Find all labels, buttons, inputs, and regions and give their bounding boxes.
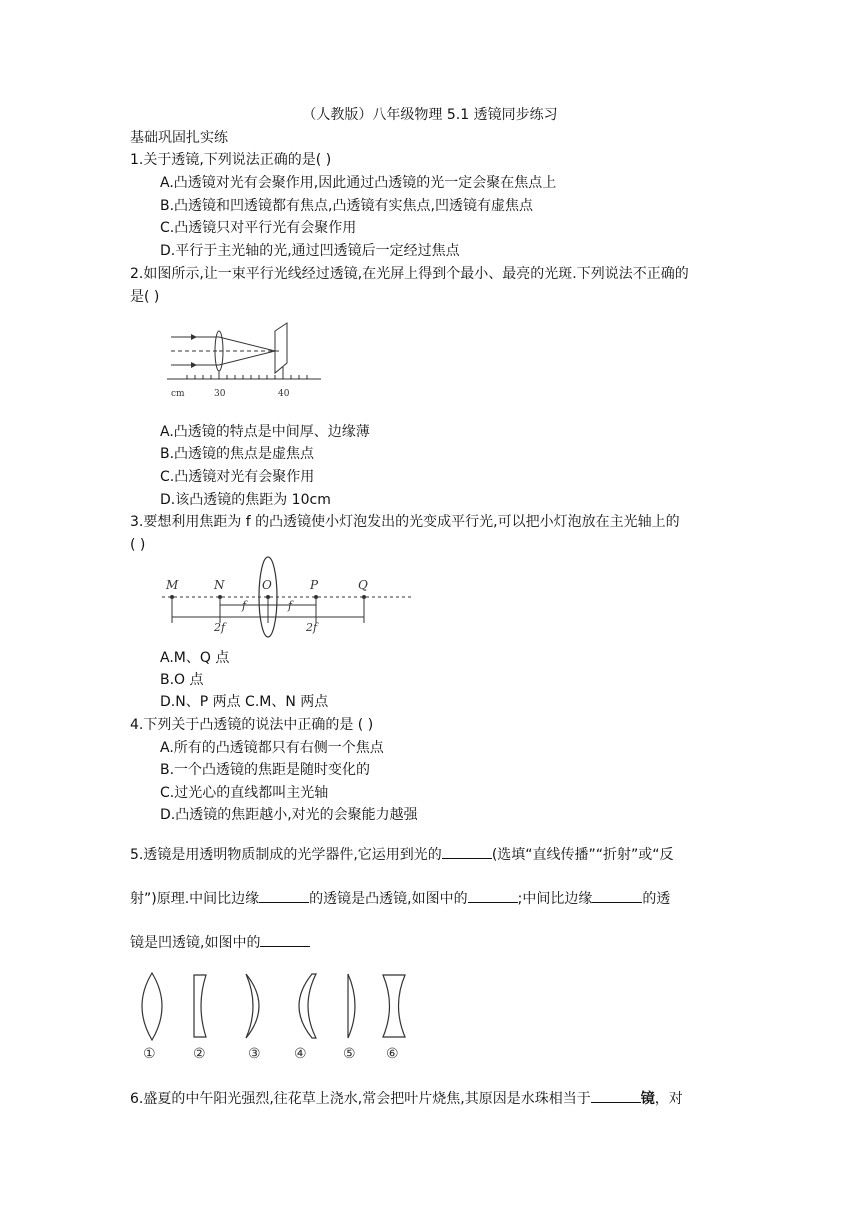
page-title: （人教版）八年级物理 5.1 透镜同步练习: [302, 107, 558, 123]
q5-line2-text-a: 射”)原理.中间比边缘: [130, 891, 260, 907]
q2-option-b: B.凸透镜的焦点是虚焦点: [160, 446, 315, 462]
lens-label-5: ⑤: [343, 1046, 356, 1060]
q3-label-2f-right: 2f: [306, 621, 318, 634]
q3-stem-line1: 3.要想利用焦距为 f 的凸透镜使小灯泡发出的光变成平行光,可以把小灯泡放在主光轴上的: [130, 514, 680, 530]
q6-text-c: ，对: [654, 1091, 683, 1107]
q6-blank-1: [591, 1087, 641, 1103]
lens-label-4: ④: [294, 1046, 307, 1060]
q2-stem-line2: 是( ): [130, 289, 160, 305]
lens-1-biconvex: [142, 973, 162, 1040]
q5-line3-text-a: 镜是凹透镜,如图中的: [130, 935, 261, 951]
q5-blank-1: [442, 843, 492, 859]
q3-label-f-right: f: [288, 599, 293, 612]
lens-6-biconcave: [383, 975, 405, 1037]
q2-fig-unit-label: cm: [171, 389, 185, 399]
lens-5-plano-convex: [348, 974, 355, 1038]
q5-blank-2: [259, 887, 309, 903]
q5-line1-text-b: (选填“直线传播”“折射”或“反: [491, 847, 674, 863]
lens-3-meniscus-convex: [246, 974, 259, 1038]
q4-option-b: B.一个凸透镜的焦距是随时变化的: [160, 762, 371, 778]
q3-label-p: P: [310, 578, 319, 592]
q3-option-b: B.O 点: [160, 672, 204, 688]
q3-option-a: A.M、Q 点: [160, 650, 230, 666]
q5-line3: [130, 931, 310, 953]
q5-lens-types-figure: [130, 970, 420, 1060]
q3-label-n: N: [214, 578, 225, 592]
q4-option-d: D.凸透镜的焦距越小,对光的会聚能力越强: [160, 807, 418, 823]
q6-text-b: 镜: [640, 1091, 655, 1107]
q3-label-2f-left: 2f: [214, 621, 226, 634]
q3-option-dc: D.N、P 两点 C.M、N 两点: [160, 694, 329, 710]
q2-fig-tick-40: 40: [278, 389, 290, 399]
lens-label-2: ②: [193, 1046, 206, 1060]
lens-label-3: ③: [248, 1046, 261, 1060]
lens-4-meniscus-concave: [299, 974, 316, 1038]
q1-option-c: C.凸透镜只对平行光有会聚作用: [160, 220, 357, 236]
q5-line1-text-a: 5.透镜是用透明物质制成的光学器件,它运用到光的: [130, 847, 442, 863]
q5-line2: [130, 887, 670, 909]
q5-line2-text-c: ;中间比边缘: [517, 891, 593, 907]
q2-option-c: C.凸透镜对光有会聚作用: [160, 469, 315, 485]
q4-option-a: A.所有的凸透镜都只有右侧一个焦点: [160, 740, 384, 756]
q3-label-f-left: f: [242, 599, 247, 612]
q5-blank-4: [592, 887, 642, 903]
q6-line: [130, 1087, 683, 1109]
q4-stem: 4.下列关于凸透镜的说法中正确的是 ( ): [130, 717, 374, 733]
q5-line2-text-b: 的透镜是凸透镜,如图中的: [309, 891, 468, 907]
q3-label-q: Q: [358, 578, 368, 592]
q1-option-b: B.凸透镜和凹透镜都有焦点,凸透镜有实焦点,凹透镜有虚焦点: [160, 198, 533, 214]
q5-blank-5: [260, 931, 310, 947]
lens-2-plano-concave: [194, 975, 206, 1037]
lens-label-1: ①: [143, 1046, 156, 1060]
q2-optical-bench-figure: [163, 317, 323, 402]
q5-line1: [130, 843, 674, 865]
q6-text-a: 6.盛夏的中午阳光强烈,往花草上浇水,常会把叶片烧焦,其原因是水珠相当于: [130, 1091, 591, 1107]
q2-option-a: A.凸透镜的特点是中间厚、边缘薄: [160, 424, 370, 440]
q3-lens-axis-figure: [160, 555, 415, 641]
q1-stem: 1.关于透镜,下列说法正确的是( ): [130, 152, 332, 168]
q2-stem-line1: 2.如图所示,让一束平行光线经过透镜,在光屏上得到个最小、最亮的光斑.下列说法不正确的: [130, 266, 689, 282]
q1-option-a: A.凸透镜对光有会聚作用,因此通过凸透镜的光一定会聚在焦点上: [160, 175, 557, 191]
lens-label-6: ⑥: [386, 1046, 399, 1060]
q2-fig-tick-30: 30: [214, 389, 226, 399]
q3-stem-line2: ( ): [130, 537, 146, 553]
q5-line2-text-d: 的透: [642, 891, 671, 907]
section-heading: 基础巩固扎实练: [130, 130, 228, 146]
q3-label-m: M: [166, 578, 179, 592]
q3-label-o: O: [262, 578, 272, 592]
q4-option-c: C.过光心的直线都叫主光轴: [160, 785, 329, 801]
q5-blank-3: [468, 887, 518, 903]
q1-option-d: D.平行于主光轴的光,通过凹透镜后一定经过焦点: [160, 243, 460, 259]
q2-option-d: D.该凸透镜的焦距为 10cm: [160, 492, 331, 508]
